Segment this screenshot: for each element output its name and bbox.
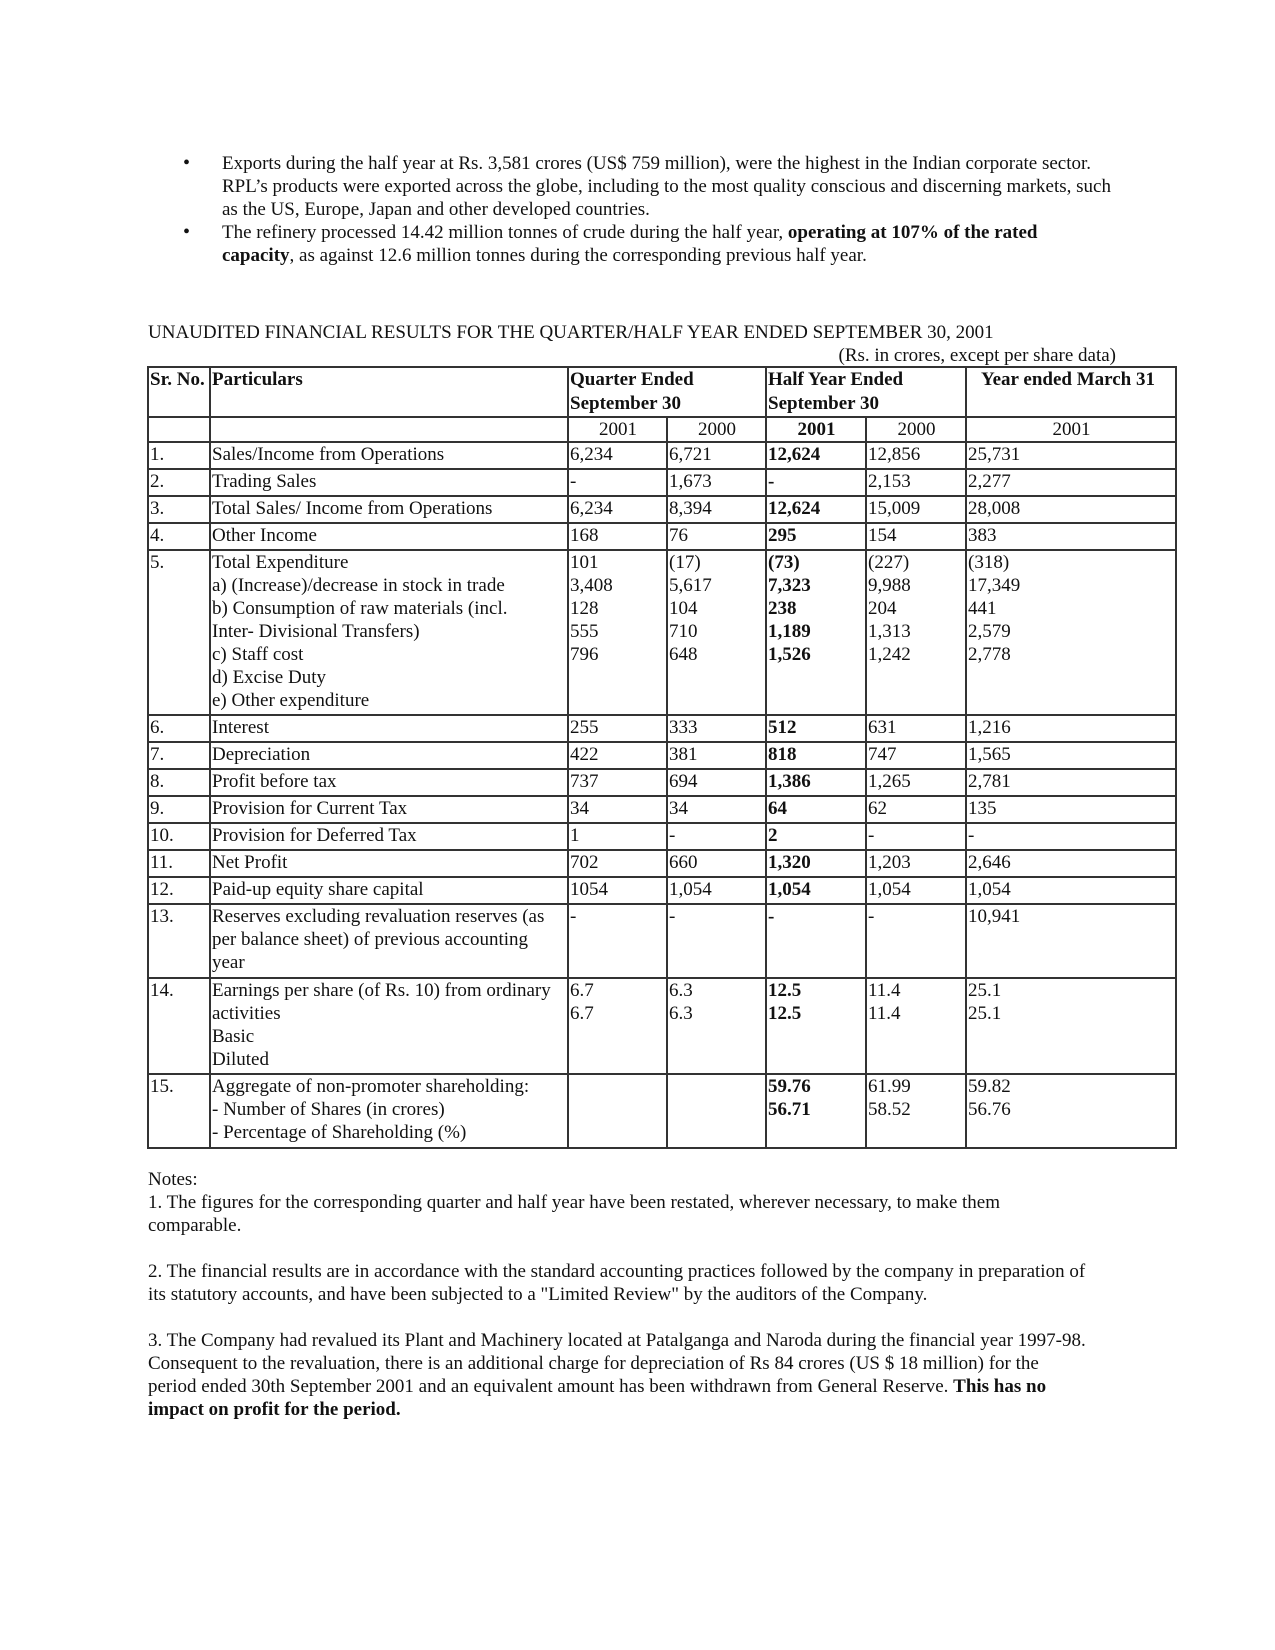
value-half-year-2001 <box>766 796 866 823</box>
row-number: 8. <box>148 769 210 796</box>
cell-line: 12,624 <box>768 444 821 465</box>
table-row <box>148 877 1176 904</box>
value-half-year-2000 <box>866 823 966 850</box>
note-1 <box>148 1191 1088 1237</box>
cell-line: d) Excise Duty <box>212 667 326 688</box>
row-number: 7. <box>148 742 210 769</box>
cell-line: 7,323 <box>768 575 811 596</box>
cell-line: - <box>968 825 975 846</box>
cell-line: 422 <box>570 744 599 765</box>
highlight-refinery <box>183 221 1113 267</box>
value-half-year-2000 <box>866 1074 966 1148</box>
value-quarter-2001 <box>568 850 667 877</box>
cell-line: 648 <box>669 644 698 665</box>
header-half-year-ended: Half Year Ended September 30 <box>766 367 966 417</box>
row-particulars <box>210 978 568 1074</box>
value-half-year-2000 <box>866 496 966 523</box>
cell-line: Total Sales/ Income from Operations <box>212 498 493 519</box>
value-year-2001 <box>966 769 1176 796</box>
row-particulars <box>210 523 568 550</box>
cell-line: 6.3 <box>669 1003 693 1024</box>
cell-line: 747 <box>868 744 897 765</box>
cell-line: Other Income <box>212 525 317 546</box>
cell-line: a) (Increase)/decrease in stock in trade <box>212 575 505 596</box>
cell-line: Earnings per share (of Rs. 10) from ordinary <box>212 980 551 1001</box>
cell-line: - <box>868 825 875 846</box>
cell-line: - <box>768 471 775 492</box>
cell-line: - <box>669 906 676 927</box>
notes-section <box>148 1168 1088 1444</box>
cell-line: 6.7 <box>570 1003 594 1024</box>
table-row <box>148 550 1176 715</box>
cell-line: 61.99 <box>868 1076 911 1097</box>
cell-line: 25.1 <box>968 980 1002 1001</box>
cell-line: 694 <box>669 771 698 792</box>
value-half-year-2000 <box>866 550 966 715</box>
value-quarter-2000 <box>667 523 766 550</box>
cell-line: 56.71 <box>768 1099 811 1120</box>
cell-line: 56.76 <box>968 1099 1011 1120</box>
cell-line: Interest <box>212 717 269 738</box>
cell-line: 3,408 <box>570 575 613 596</box>
value-year-2001 <box>966 742 1176 769</box>
cell-line: 2,781 <box>968 771 1011 792</box>
cell-line: 295 <box>768 525 797 546</box>
note-2 <box>148 1260 1088 1306</box>
value-half-year-2001 <box>766 496 866 523</box>
row-particulars <box>210 496 568 523</box>
value-year-2001 <box>966 442 1176 469</box>
cell-line: 441 <box>968 598 997 619</box>
note-3-text: 3. The Company had revalued its Plant and Machinery located at Patalganga and Naroda during the financial year 1997-98. Consequent to the revaluation, there is an additional charge for depreciation of Rs 84 crores (US $ 18 million) for the period ended 30th September 2001 and an equivalent amount has been withdrawn from General Reserve. <box>148 1330 1086 1397</box>
year-cell-blank <box>148 417 210 442</box>
cell-line: 34 <box>669 798 688 819</box>
cell-line: 796 <box>570 644 599 665</box>
cell-line: Reserves excluding revaluation reserves (as <box>212 906 545 927</box>
value-half-year-2000 <box>866 523 966 550</box>
row-number: 11. <box>148 850 210 877</box>
value-half-year-2001 <box>766 850 866 877</box>
value-quarter-2001 <box>568 742 667 769</box>
value-half-year-2000 <box>866 742 966 769</box>
cell-line: 1,054 <box>768 879 811 900</box>
table-row <box>148 823 1176 850</box>
cell-line: Profit before tax <box>212 771 337 792</box>
table-row <box>148 469 1176 496</box>
value-year-2001 <box>966 550 1176 715</box>
value-quarter-2001 <box>568 978 667 1074</box>
cell-line: c) Staff cost <box>212 644 304 665</box>
cell-line: 381 <box>669 744 698 765</box>
note-1-text: 1. The figures for the corresponding quarter and half year have been restated, wherever necessary, to make them comparable. <box>148 1192 1000 1236</box>
cell-line: Provision for Deferred Tax <box>212 825 417 846</box>
cell-line: Provision for Current Tax <box>212 798 408 819</box>
row-particulars <box>210 442 568 469</box>
value-half-year-2001 <box>766 978 866 1074</box>
value-year-2001 <box>966 823 1176 850</box>
header-particulars: Particulars <box>210 367 568 417</box>
value-year-2001 <box>966 1074 1176 1148</box>
cell-line: 2,579 <box>968 621 1011 642</box>
results-title: UNAUDITED FINANCIAL RESULTS FOR THE QUARTER/HALF YEAR ENDED SEPTEMBER 30, 2001 <box>148 322 994 343</box>
value-quarter-2000 <box>667 904 766 978</box>
financial-results-table <box>147 366 1177 1149</box>
value-quarter-2000 <box>667 796 766 823</box>
row-particulars <box>210 469 568 496</box>
cell-line: 631 <box>868 717 897 738</box>
year-cell-blank <box>210 417 568 442</box>
cell-line: 2,778 <box>968 644 1011 665</box>
value-quarter-2000 <box>667 469 766 496</box>
cell-line: 737 <box>570 771 599 792</box>
row-number: 6. <box>148 715 210 742</box>
row-particulars <box>210 796 568 823</box>
row-number: 15. <box>148 1074 210 1148</box>
value-quarter-2000 <box>667 769 766 796</box>
value-quarter-2001 <box>568 823 667 850</box>
cell-line: (227) <box>868 552 910 573</box>
cell-line: 6,721 <box>669 444 712 465</box>
cell-line: 10,941 <box>968 906 1021 927</box>
value-year-2001 <box>966 877 1176 904</box>
cell-line: - <box>768 906 775 927</box>
table-row <box>148 850 1176 877</box>
cell-line: activities <box>212 1003 281 1024</box>
table-row <box>148 442 1176 469</box>
unit-note: (Rs. in crores, except per share data) <box>838 345 1116 366</box>
cell-line: 154 <box>868 525 897 546</box>
note-3 <box>148 1329 1088 1421</box>
cell-line: Trading Sales <box>212 471 317 492</box>
value-half-year-2000 <box>866 877 966 904</box>
table-row <box>148 523 1176 550</box>
row-number: 10. <box>148 823 210 850</box>
value-quarter-2000 <box>667 496 766 523</box>
cell-line: 5,617 <box>669 575 712 596</box>
value-quarter-2001 <box>568 550 667 715</box>
row-particulars <box>210 715 568 742</box>
cell-line: 383 <box>968 525 997 546</box>
cell-line: 1,216 <box>968 717 1011 738</box>
cell-line: 2,646 <box>968 852 1011 873</box>
cell-line: 104 <box>669 598 698 619</box>
highlight-refinery-tail: , as against 12.6 million tonnes during the corresponding previous half year. <box>289 245 867 266</box>
row-number: 5. <box>148 550 210 715</box>
cell-line: Aggregate of non-promoter shareholding: <box>212 1076 530 1097</box>
year-half-2001: 2001 <box>766 417 866 442</box>
value-year-2001 <box>966 469 1176 496</box>
cell-line: 168 <box>570 525 599 546</box>
cell-line: - <box>570 906 577 927</box>
value-half-year-2000 <box>866 715 966 742</box>
row-number: 13. <box>148 904 210 978</box>
cell-line: 1 <box>570 825 580 846</box>
cell-line: (318) <box>968 552 1010 573</box>
cell-line: e) Other expenditure <box>212 690 370 711</box>
row-number: 9. <box>148 796 210 823</box>
value-half-year-2001 <box>766 769 866 796</box>
value-year-2001 <box>966 715 1176 742</box>
header-sr-no: Sr. No. <box>148 367 210 417</box>
cell-line: 64 <box>768 798 787 819</box>
cell-line: Depreciation <box>212 744 311 765</box>
value-year-2001 <box>966 904 1176 978</box>
row-number: 14. <box>148 978 210 1074</box>
cell-line: 9,988 <box>868 575 911 596</box>
value-quarter-2001 <box>568 796 667 823</box>
cell-line: 11.4 <box>868 1003 901 1024</box>
cell-line: 2,153 <box>868 471 911 492</box>
table-row <box>148 742 1176 769</box>
value-half-year-2000 <box>866 469 966 496</box>
value-half-year-2001 <box>766 550 866 715</box>
value-half-year-2000 <box>866 442 966 469</box>
table-row <box>148 715 1176 742</box>
highlights-list <box>183 152 1113 267</box>
cell-line: 1054 <box>570 879 608 900</box>
value-half-year-2001 <box>766 742 866 769</box>
cell-line: 1,526 <box>768 644 811 665</box>
value-half-year-2000 <box>866 978 966 1074</box>
cell-line: 8,394 <box>669 498 712 519</box>
cell-line: 818 <box>768 744 797 765</box>
cell-line: Net Profit <box>212 852 288 873</box>
value-quarter-2001 <box>568 1074 667 1148</box>
cell-line: 1,054 <box>968 879 1011 900</box>
value-year-2001 <box>966 978 1176 1074</box>
table-header-row <box>148 367 1176 417</box>
cell-line: 1,054 <box>669 879 712 900</box>
value-half-year-2000 <box>866 769 966 796</box>
value-half-year-2001 <box>766 904 866 978</box>
year-annual-2001: 2001 <box>966 417 1176 442</box>
value-half-year-2001 <box>766 715 866 742</box>
cell-line: 204 <box>868 598 897 619</box>
cell-line: 512 <box>768 717 797 738</box>
cell-line: 1,203 <box>868 852 911 873</box>
value-year-2001 <box>966 523 1176 550</box>
cell-line: - <box>868 906 875 927</box>
value-year-2001 <box>966 496 1176 523</box>
value-quarter-2000 <box>667 550 766 715</box>
row-number: 2. <box>148 469 210 496</box>
value-year-2001 <box>966 850 1176 877</box>
cell-line: Basic <box>212 1026 255 1047</box>
cell-line: 25.1 <box>968 1003 1002 1024</box>
highlight-exports-text: Exports during the half year at Rs. 3,581 crores (US$ 759 million), were the highest in the Indian corporate sector. RPL’s products were exported across the globe, including to the most quality conscious and discerning markets, such as the US, Europe, Japan and other developed countries. <box>222 153 1111 220</box>
value-quarter-2001 <box>568 769 667 796</box>
note-3-bold: This has no impact on profit for the period. <box>148 1376 1047 1420</box>
cell-line: 58.52 <box>868 1099 911 1120</box>
row-number: 4. <box>148 523 210 550</box>
row-particulars <box>210 823 568 850</box>
notes-label: Notes: <box>148 1169 198 1190</box>
cell-line: 702 <box>570 852 599 873</box>
cell-line: 1,242 <box>868 644 911 665</box>
row-number: 3. <box>148 496 210 523</box>
header-year-ended: Year ended March 31 <box>966 367 1176 417</box>
value-quarter-2000 <box>667 877 766 904</box>
row-particulars <box>210 877 568 904</box>
row-number: 1. <box>148 442 210 469</box>
highlight-refinery-bold: operating at 107% of the rated capacity <box>222 222 1038 266</box>
highlight-refinery-text: The refinery processed 14.42 million tonnes of crude during the half year, <box>222 222 788 243</box>
cell-line: - Number of Shares (in crores) <box>212 1099 445 1120</box>
cell-line: 6,234 <box>570 444 613 465</box>
year-quarter-2000: 2000 <box>667 417 766 442</box>
value-quarter-2000 <box>667 715 766 742</box>
cell-line: - Percentage of Shareholding (%) <box>212 1122 467 1143</box>
value-quarter-2001 <box>568 442 667 469</box>
cell-line: 710 <box>669 621 698 642</box>
cell-line: 62 <box>868 798 887 819</box>
cell-line: 1,673 <box>669 471 712 492</box>
cell-line: 1,386 <box>768 771 811 792</box>
cell-line: 76 <box>669 525 688 546</box>
row-particulars <box>210 769 568 796</box>
year-half-2000: 2000 <box>866 417 966 442</box>
table-row <box>148 1074 1176 1148</box>
cell-line: 1,320 <box>768 852 811 873</box>
cell-line: 17,349 <box>968 575 1021 596</box>
cell-line: Sales/Income from Operations <box>212 444 445 465</box>
cell-line: per balance sheet) of previous accounting <box>212 929 529 950</box>
value-half-year-2001 <box>766 442 866 469</box>
row-particulars <box>210 850 568 877</box>
cell-line: 238 <box>768 598 797 619</box>
value-quarter-2000 <box>667 742 766 769</box>
value-quarter-2001 <box>568 523 667 550</box>
cell-line: year <box>212 952 245 973</box>
value-half-year-2001 <box>766 1074 866 1148</box>
table-row <box>148 496 1176 523</box>
cell-line: 6.3 <box>669 980 693 1001</box>
cell-line: 1,313 <box>868 621 911 642</box>
cell-line: 12.5 <box>768 980 802 1001</box>
table-year-row <box>148 417 1176 442</box>
cell-line: 1,054 <box>868 879 911 900</box>
cell-line: Diluted <box>212 1049 269 1070</box>
value-quarter-2001 <box>568 469 667 496</box>
cell-line: (17) <box>669 552 701 573</box>
cell-line: 25,731 <box>968 444 1021 465</box>
cell-line: 11.4 <box>868 980 901 1001</box>
value-quarter-2001 <box>568 904 667 978</box>
cell-line: 15,009 <box>868 498 921 519</box>
table-row <box>148 904 1176 978</box>
row-particulars <box>210 1074 568 1148</box>
cell-line: 12,856 <box>868 444 921 465</box>
cell-line: 59.76 <box>768 1076 811 1097</box>
row-particulars <box>210 742 568 769</box>
value-year-2001 <box>966 796 1176 823</box>
cell-line: 1,565 <box>968 744 1011 765</box>
cell-line: - <box>570 471 577 492</box>
table-row <box>148 769 1176 796</box>
year-quarter-2001: 2001 <box>568 417 667 442</box>
note-2-text: 2. The financial results are in accordance with the standard accounting practices followed by the company in preparation of its statutory accounts, and have been subjected to a "Limited Review" by the auditors of the Company. <box>148 1261 1086 1305</box>
value-half-year-2001 <box>766 877 866 904</box>
row-number: 12. <box>148 877 210 904</box>
cell-line: 59.82 <box>968 1076 1011 1097</box>
value-half-year-2001 <box>766 523 866 550</box>
value-quarter-2000 <box>667 850 766 877</box>
value-quarter-2001 <box>568 877 667 904</box>
cell-line: 128 <box>570 598 599 619</box>
cell-line: 1,189 <box>768 621 811 642</box>
row-particulars <box>210 550 568 715</box>
value-half-year-2001 <box>766 823 866 850</box>
cell-line: Paid-up equity share capital <box>212 879 424 900</box>
cell-line: 28,008 <box>968 498 1021 519</box>
cell-line: 12.5 <box>768 1003 802 1024</box>
value-half-year-2000 <box>866 796 966 823</box>
value-quarter-2000 <box>667 442 766 469</box>
value-quarter-2000 <box>667 823 766 850</box>
cell-line: 255 <box>570 717 599 738</box>
cell-line: Total Expenditure <box>212 552 349 573</box>
cell-line: 6,234 <box>570 498 613 519</box>
value-half-year-2000 <box>866 904 966 978</box>
cell-line: 2 <box>768 825 778 846</box>
cell-line: Inter- Divisional Transfers) <box>212 621 420 642</box>
cell-line: 1,265 <box>868 771 911 792</box>
value-half-year-2000 <box>866 850 966 877</box>
highlight-exports <box>183 152 1113 221</box>
table-row <box>148 978 1176 1074</box>
value-quarter-2000 <box>667 978 766 1074</box>
cell-line: 555 <box>570 621 599 642</box>
value-quarter-2000 <box>667 1074 766 1148</box>
cell-line: - <box>669 825 676 846</box>
cell-line: 6.7 <box>570 980 594 1001</box>
cell-line: 34 <box>570 798 589 819</box>
header-quarter-ended: Quarter Ended September 30 <box>568 367 766 417</box>
cell-line: 101 <box>570 552 599 573</box>
value-quarter-2001 <box>568 496 667 523</box>
value-quarter-2001 <box>568 715 667 742</box>
cell-line: 660 <box>669 852 698 873</box>
cell-line: 333 <box>669 717 698 738</box>
cell-line: 12,624 <box>768 498 821 519</box>
cell-line: b) Consumption of raw materials (incl. <box>212 598 508 619</box>
value-half-year-2001 <box>766 469 866 496</box>
row-particulars <box>210 904 568 978</box>
cell-line: 135 <box>968 798 997 819</box>
cell-line: (73) <box>768 552 800 573</box>
table-row <box>148 796 1176 823</box>
cell-line: 2,277 <box>968 471 1011 492</box>
